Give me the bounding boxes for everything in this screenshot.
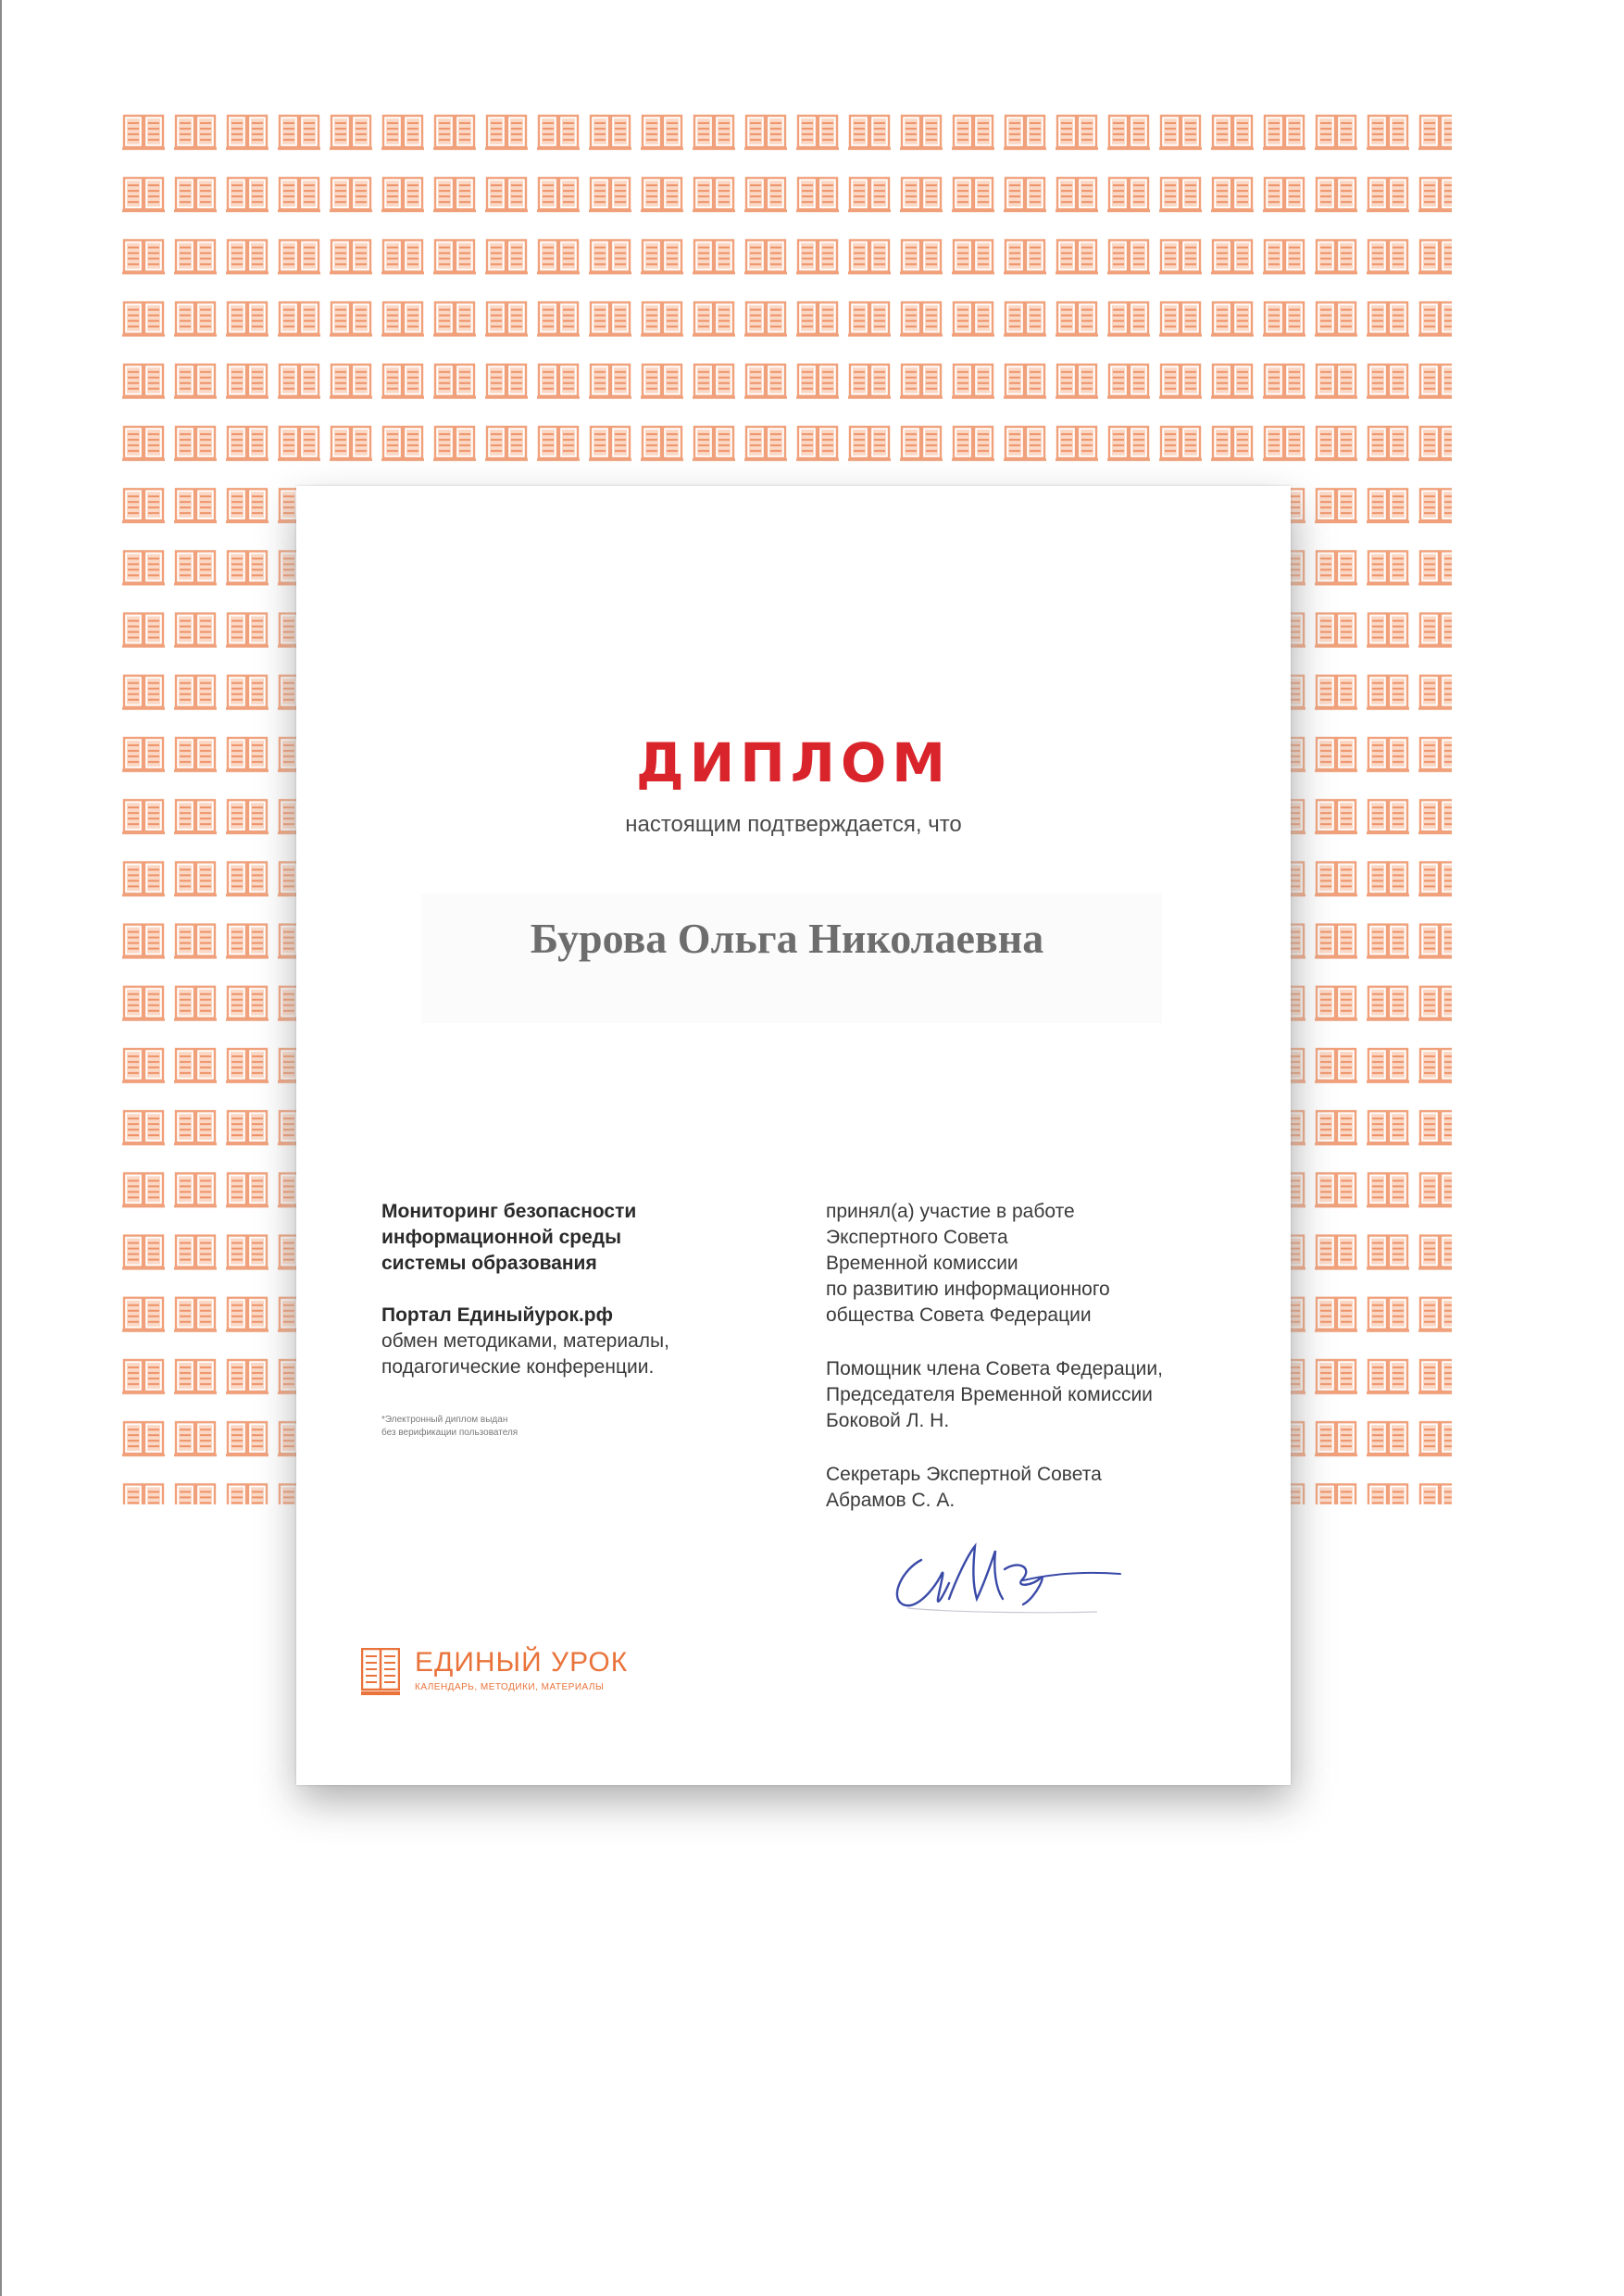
diploma-title: ДИПЛОМ xyxy=(636,731,951,794)
footnote-line: *Электронный диплом выдан xyxy=(381,1415,508,1425)
event-heading-line: Мониторинг безопасности xyxy=(381,1201,637,1222)
secretary-line: Секретарь Экспертной Совета xyxy=(826,1464,1102,1485)
page-left-border xyxy=(0,0,2,2296)
participation-line: по развитию информационного xyxy=(826,1279,1110,1300)
participation-text xyxy=(826,1199,1233,1329)
portal-name: Портал Единыйурок.рф xyxy=(381,1304,613,1326)
participation-line: принял(а) участие в работе xyxy=(826,1201,1075,1222)
portal-info xyxy=(381,1303,770,1380)
event-heading xyxy=(381,1199,770,1277)
event-description xyxy=(381,1199,770,1440)
verification-footnote xyxy=(381,1414,770,1440)
recipient-name: Бурова Ольга Николаевна xyxy=(530,915,1044,962)
assistant-block xyxy=(826,1356,1233,1434)
event-heading-line: системы образования xyxy=(381,1253,597,1274)
portal-description-line: обмен методиками, материалы, xyxy=(381,1330,669,1352)
secretary-block xyxy=(826,1462,1233,1514)
portal-description-line: подагогические конференции. xyxy=(381,1356,655,1378)
diploma-sheet xyxy=(296,486,1291,1785)
participation-line: Временной комиссии xyxy=(826,1253,1018,1274)
book-grid-icon xyxy=(361,1648,400,1696)
event-heading-line: информационной среды xyxy=(381,1227,622,1248)
logo-tagline: КАЛЕНДАРЬ, МЕТОДИКИ, МАТЕРИАЛЫ xyxy=(415,1682,605,1692)
assistant-line: Боковой Л. Н. xyxy=(826,1410,950,1431)
participation-line: Экспертного Совета xyxy=(826,1227,1008,1248)
participation-line: общества Совета Федерации xyxy=(826,1304,1092,1326)
assistant-line: Помощник члена Совета Федерации, xyxy=(826,1358,1163,1379)
assistant-line: Председателя Временной комиссии xyxy=(826,1384,1153,1405)
handwritten-signature xyxy=(884,1532,1134,1625)
logo-name: ЕДИНЫЙ УРОК xyxy=(415,1647,629,1678)
secretary-line: Абрамов С. А. xyxy=(826,1490,956,1511)
edinyi-urok-logo xyxy=(361,1643,657,1699)
participation-details xyxy=(826,1199,1233,1514)
footnote-line: без верификации пользователя xyxy=(381,1428,518,1438)
diploma-subtitle: настоящим подтверждается, что xyxy=(625,812,962,837)
